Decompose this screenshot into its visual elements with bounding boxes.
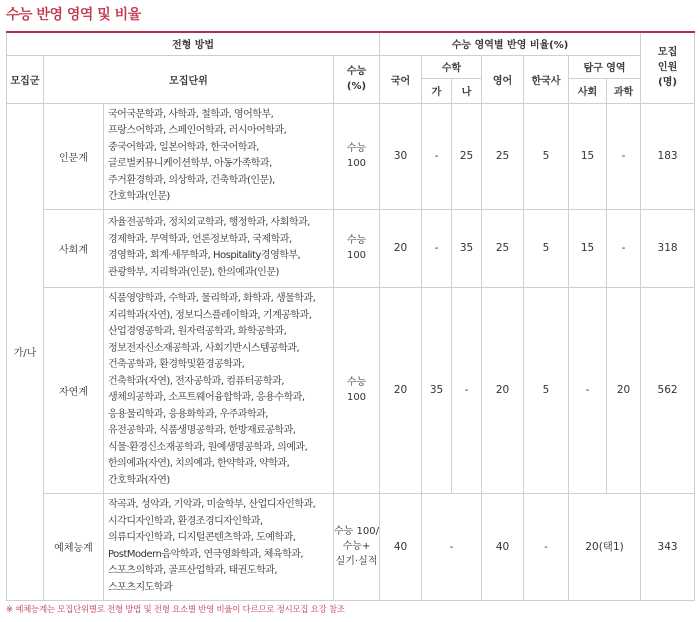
unit-list: 작곡과, 성악과, 기악과, 미술학부, 산업디자인학과, 시각디자인학과, 환경조경디자인학과, 의류디자인학과, 디지털콘텐츠학과, 도예학과, PostModern음악학과, 연극영화학과, 체육학과, 스포츠의학과, 골프산업학과, 태권도학과, 스포츠지도학과 xyxy=(104,493,334,600)
header-unit: 모집단위 xyxy=(44,55,334,103)
header-method: 전형 방법 xyxy=(7,32,380,55)
header-history: 한국사 xyxy=(524,55,569,103)
table-row xyxy=(7,493,695,600)
math-ga-cell: - xyxy=(422,103,452,209)
math-na-cell: 25 xyxy=(452,103,482,209)
math-cell: - xyxy=(422,493,482,600)
science-cell: - xyxy=(607,209,641,287)
suneung-cell: 수능 100 xyxy=(334,287,380,493)
science-cell: - xyxy=(607,103,641,209)
english-cell: 25 xyxy=(482,209,524,287)
header-korean: 국어 xyxy=(380,55,422,103)
header-inquiry: 탐구 영역 xyxy=(569,55,641,78)
english-cell: 40 xyxy=(482,493,524,600)
suneung-cell: 수능 100 xyxy=(334,209,380,287)
suneung-cell: 수능 100/ 수능+ 실기·실적 xyxy=(334,493,380,600)
header-math: 수학 xyxy=(422,55,482,78)
track-cell: 자연계 xyxy=(44,287,104,493)
header-science: 과학 xyxy=(607,78,641,103)
quota-cell: 562 xyxy=(641,287,695,493)
footnote: ※ 예체능계는 모집단위별로 전형 방법 및 전형 요소별 반영 비율이 다르므로 정시모집 요강 참조 xyxy=(6,605,345,615)
history-cell: 5 xyxy=(524,103,569,209)
unit-list: 자율전공학과, 정치외교학과, 행정학과, 사회학과, 경제학과, 무역학과, 언론정보학과, 국제학과, 경영학과, 회계·세무학과, Hospitality경영학부, 관광학부, 지리학과(인문), 한의예과(인문) xyxy=(104,209,334,287)
math-na-cell: - xyxy=(452,287,482,493)
math-ga-cell: 35 xyxy=(422,287,452,493)
header-social: 사회 xyxy=(569,78,607,103)
header-group: 모집군 xyxy=(7,55,44,103)
science-cell: 20 xyxy=(607,287,641,493)
admission-ratio-table xyxy=(6,31,695,601)
history-cell: 5 xyxy=(524,209,569,287)
group-cell: 가/나 xyxy=(7,103,44,600)
math-ga-cell: - xyxy=(422,209,452,287)
math-na-cell: 35 xyxy=(452,209,482,287)
social-cell: 15 xyxy=(569,103,607,209)
korean-cell: 40 xyxy=(380,493,422,600)
inquiry-cell: 20(택1) xyxy=(569,493,641,600)
header-math-na: 나 xyxy=(452,78,482,103)
korean-cell: 20 xyxy=(380,209,422,287)
social-cell: - xyxy=(569,287,607,493)
admission-table-wrapper xyxy=(6,31,694,601)
unit-list: 식품영양학과, 수학과, 물리학과, 화학과, 생물학과, 지리학과(자연), 정보디스플레이학과, 기계공학과, 산업경영공학과, 원자력공학과, 화학공학과, 정보전자신소재공학과, 사회기반시스템공학과, 건축공학과, 환경학및환경공학과, 건축학과(자연), 전자공학과, 컴퓨터공학과, 생체의공학과, 소프트웨어융합학과, 응용수학과, 응용물리학과, 응용화학과, 우주과학과, 유전공학과, 식품생명공학과, 한방재료공학과, 식물·환경신소재공학과, 원예생명공학과, 의예과, 한의예과(자연), 치의예과, 한약학과, 약학과, 간호학과(자연) xyxy=(104,287,334,493)
english-cell: 25 xyxy=(482,103,524,209)
quota-cell: 343 xyxy=(641,493,695,600)
unit-list: 국어국문학과, 사학과, 철학과, 영어학부, 프랑스어학과, 스페인어학과, 러시아어학과, 중국어학과, 일본어학과, 한국어학과, 글로벌커뮤니케이션학부, 아동가족학과, 주거환경학과, 의상학과, 건축학과(인문), 간호학과(인문) xyxy=(104,103,334,209)
table-row xyxy=(7,209,695,287)
header-ratio: 수능 영역별 반영 비율(%) xyxy=(380,32,641,55)
header-quota: 모집 인원 (명) xyxy=(641,32,695,103)
suneung-cell: 수능 100 xyxy=(334,103,380,209)
header-suneung: 수능 (%) xyxy=(334,55,380,103)
history-cell: - xyxy=(524,493,569,600)
quota-cell: 318 xyxy=(641,209,695,287)
social-cell: 15 xyxy=(569,209,607,287)
header-english: 영어 xyxy=(482,55,524,103)
english-cell: 20 xyxy=(482,287,524,493)
table-row xyxy=(7,287,695,493)
page-title: 수능 반영 영역 및 비율 xyxy=(6,7,141,23)
track-cell: 사회계 xyxy=(44,209,104,287)
quota-cell: 183 xyxy=(641,103,695,209)
track-cell: 예체능계 xyxy=(44,493,104,600)
header-math-ga: 가 xyxy=(422,78,452,103)
table-row xyxy=(7,103,695,209)
track-cell: 인문계 xyxy=(44,103,104,209)
history-cell: 5 xyxy=(524,287,569,493)
korean-cell: 20 xyxy=(380,287,422,493)
korean-cell: 30 xyxy=(380,103,422,209)
